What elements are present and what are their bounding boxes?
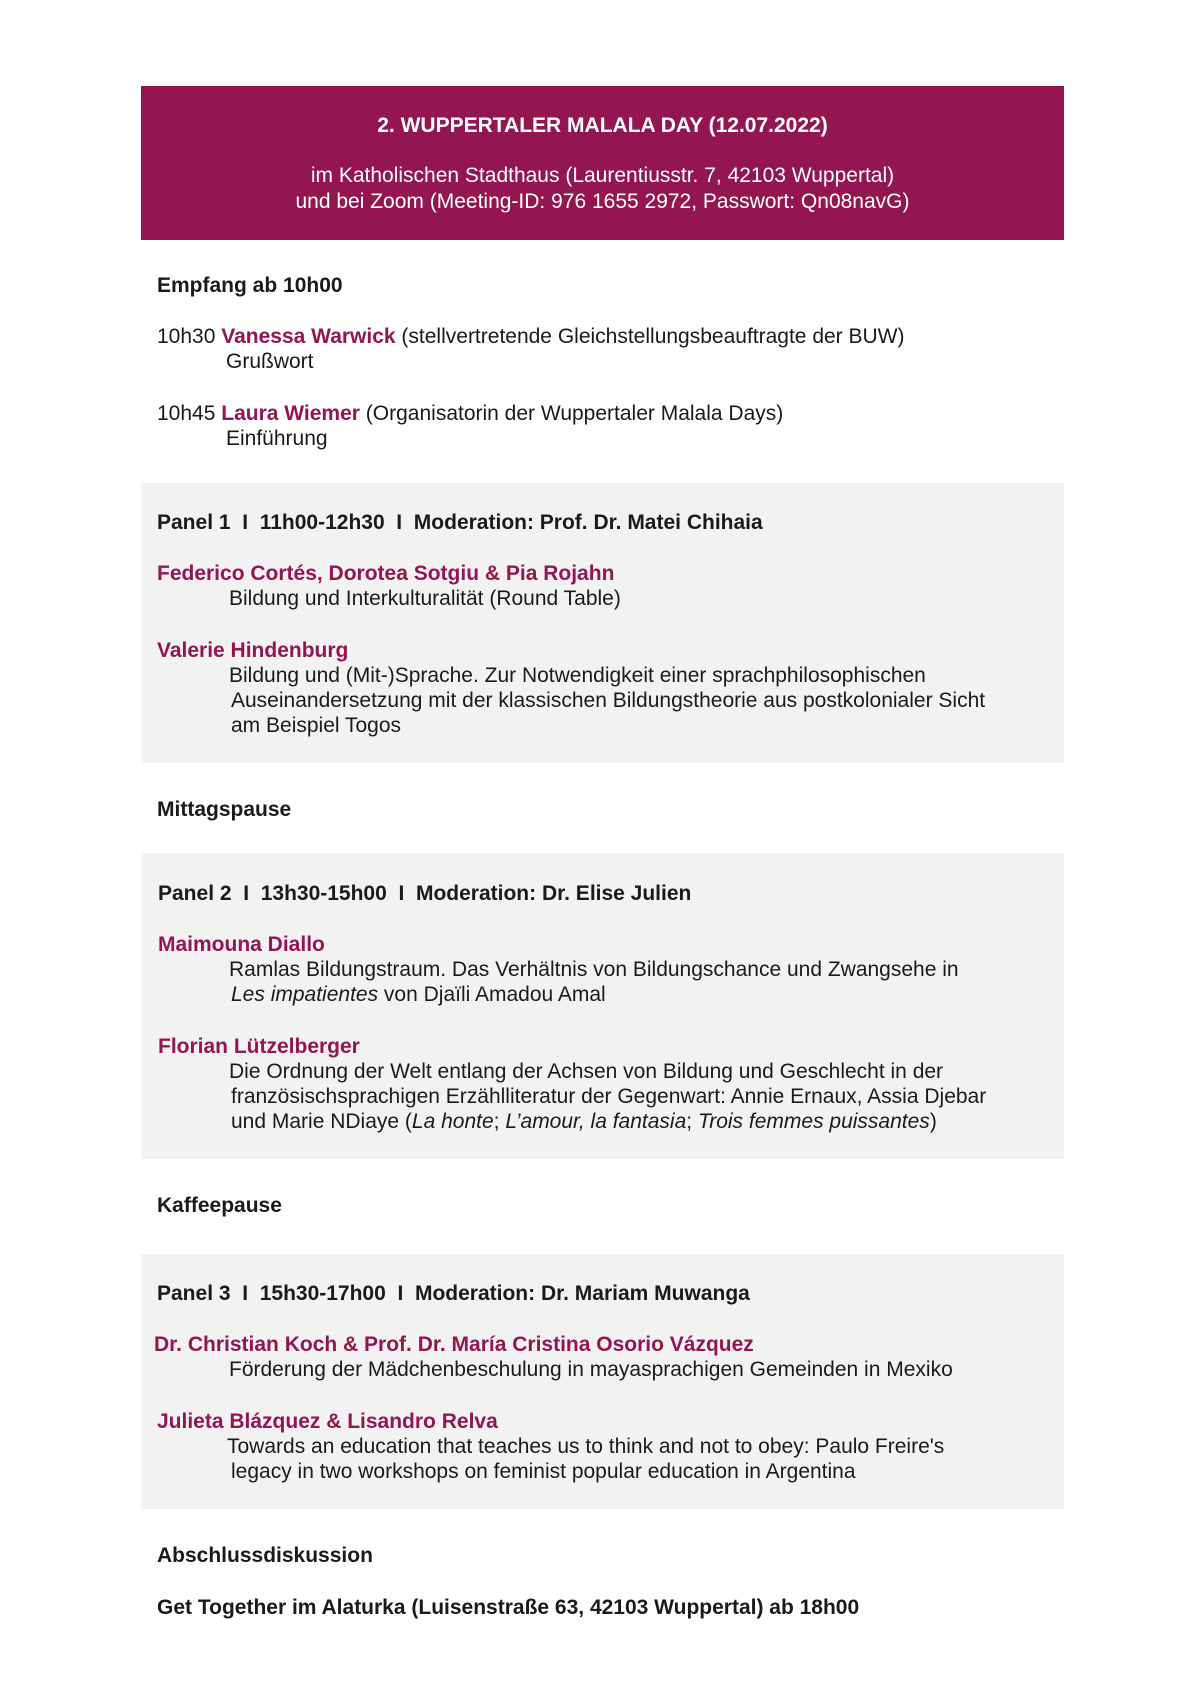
closing-discussion: Abschlussdiskussion: [157, 1544, 373, 1567]
talk-title: Bildung und Interkulturalität (Round Table): [229, 587, 621, 610]
talk-title: Bildung und (Mit-)Sprache. Zur Notwendigkeit einer sprachphilosophischen: [229, 664, 926, 687]
speaker-name: Federico Cortés, Dorotea Sotgiu & Pia Rojahn: [157, 562, 615, 585]
speaker-name: Julieta Blázquez & Lisandro Relva: [157, 1410, 498, 1433]
talk-title: Les impatientes von Djaïli Amadou Amal: [231, 983, 606, 1006]
talk-title: Ramlas Bildungstraum. Das Verhältnis von Bildungschance und Zwangsehe in: [229, 958, 959, 981]
speaker-name: Florian Lützelberger: [158, 1035, 360, 1058]
panel-heading: Panel 3 I 15h30-17h00 I Moderation: Dr. Mariam Muwanga: [157, 1282, 750, 1305]
greeting-item: [157, 324, 905, 349]
get-together: Get Together im Alaturka (Luisenstraße 63, 42103 Wuppertal) ab 18h00: [157, 1596, 860, 1619]
work-title: La honte: [411, 1110, 494, 1133]
greeting-talk: Einführung: [226, 427, 328, 450]
greeting-time: 10h45: [157, 402, 216, 425]
lunch-break: Mittagspause: [157, 798, 292, 821]
header-banner: [141, 86, 1064, 240]
talk-title: am Beispiel Togos: [231, 714, 402, 737]
reception-time: Empfang ab 10h00: [157, 274, 343, 297]
panel-heading: Panel 2 I 13h30-15h00 I Moderation: Dr. Elise Julien: [158, 882, 692, 905]
talk-title: legacy in two workshops on feminist popular education in Argentina: [231, 1460, 856, 1483]
talk-title: und Marie NDiaye (La honte; L’amour, la fantasia; Trois femmes puissantes): [231, 1110, 937, 1133]
event-title: 2. WUPPERTALER MALALA DAY (12.07.2022): [377, 114, 828, 137]
talk-title: französischsprachigen Erzählliteratur der Gegenwart: Annie Ernaux, Assia Djebar: [231, 1085, 987, 1108]
talk-title: Die Ordnung der Welt entlang der Achsen von Bildung und Geschlecht in der: [229, 1060, 944, 1083]
work-title: L’amour, la fantasia: [505, 1110, 687, 1133]
panel-heading: Panel 1 I 11h00-12h30 I Moderation: Prof. Dr. Matei Chihaia: [157, 511, 763, 534]
greeting-item: [157, 401, 783, 426]
work-title: Les impatientes: [231, 983, 379, 1006]
event-venue: im Katholischen Stadthaus (Laurentiusstr. 7, 42103 Wuppertal): [310, 164, 895, 187]
coffee-break: Kaffeepause: [157, 1194, 282, 1217]
speaker-name: Dr. Christian Koch & Prof. Dr. María Cristina Osorio Vázquez: [154, 1333, 754, 1356]
speaker-name: Laura Wiemer: [221, 402, 360, 425]
work-title: Trois femmes puissantes: [697, 1110, 930, 1133]
talk-title: Förderung der Mädchenbeschulung in mayasprachigen Gemeinden in Mexiko: [229, 1358, 953, 1381]
speaker-role: (stellvertretende Gleichstellungsbeauftragte der BUW): [401, 325, 905, 348]
speaker-name: Vanessa Warwick: [221, 325, 396, 348]
speaker-name: Valerie Hindenburg: [157, 639, 349, 662]
speaker-name: Maimouna Diallo: [158, 933, 325, 956]
event-zoom-info: und bei Zoom (Meeting-ID: 976 1655 2972, Passwort: Qn08navG): [295, 190, 910, 213]
talk-title: Towards an education that teaches us to think and not to obey: Paulo Freire's: [227, 1435, 945, 1458]
greeting-time: 10h30: [157, 325, 216, 348]
greeting-talk: Grußwort: [226, 350, 314, 373]
talk-title: Auseinandersetzung mit der klassischen Bildungstheorie aus postkolonialer Sicht: [231, 689, 986, 712]
speaker-role: (Organisatorin der Wuppertaler Malala Days): [365, 402, 784, 425]
